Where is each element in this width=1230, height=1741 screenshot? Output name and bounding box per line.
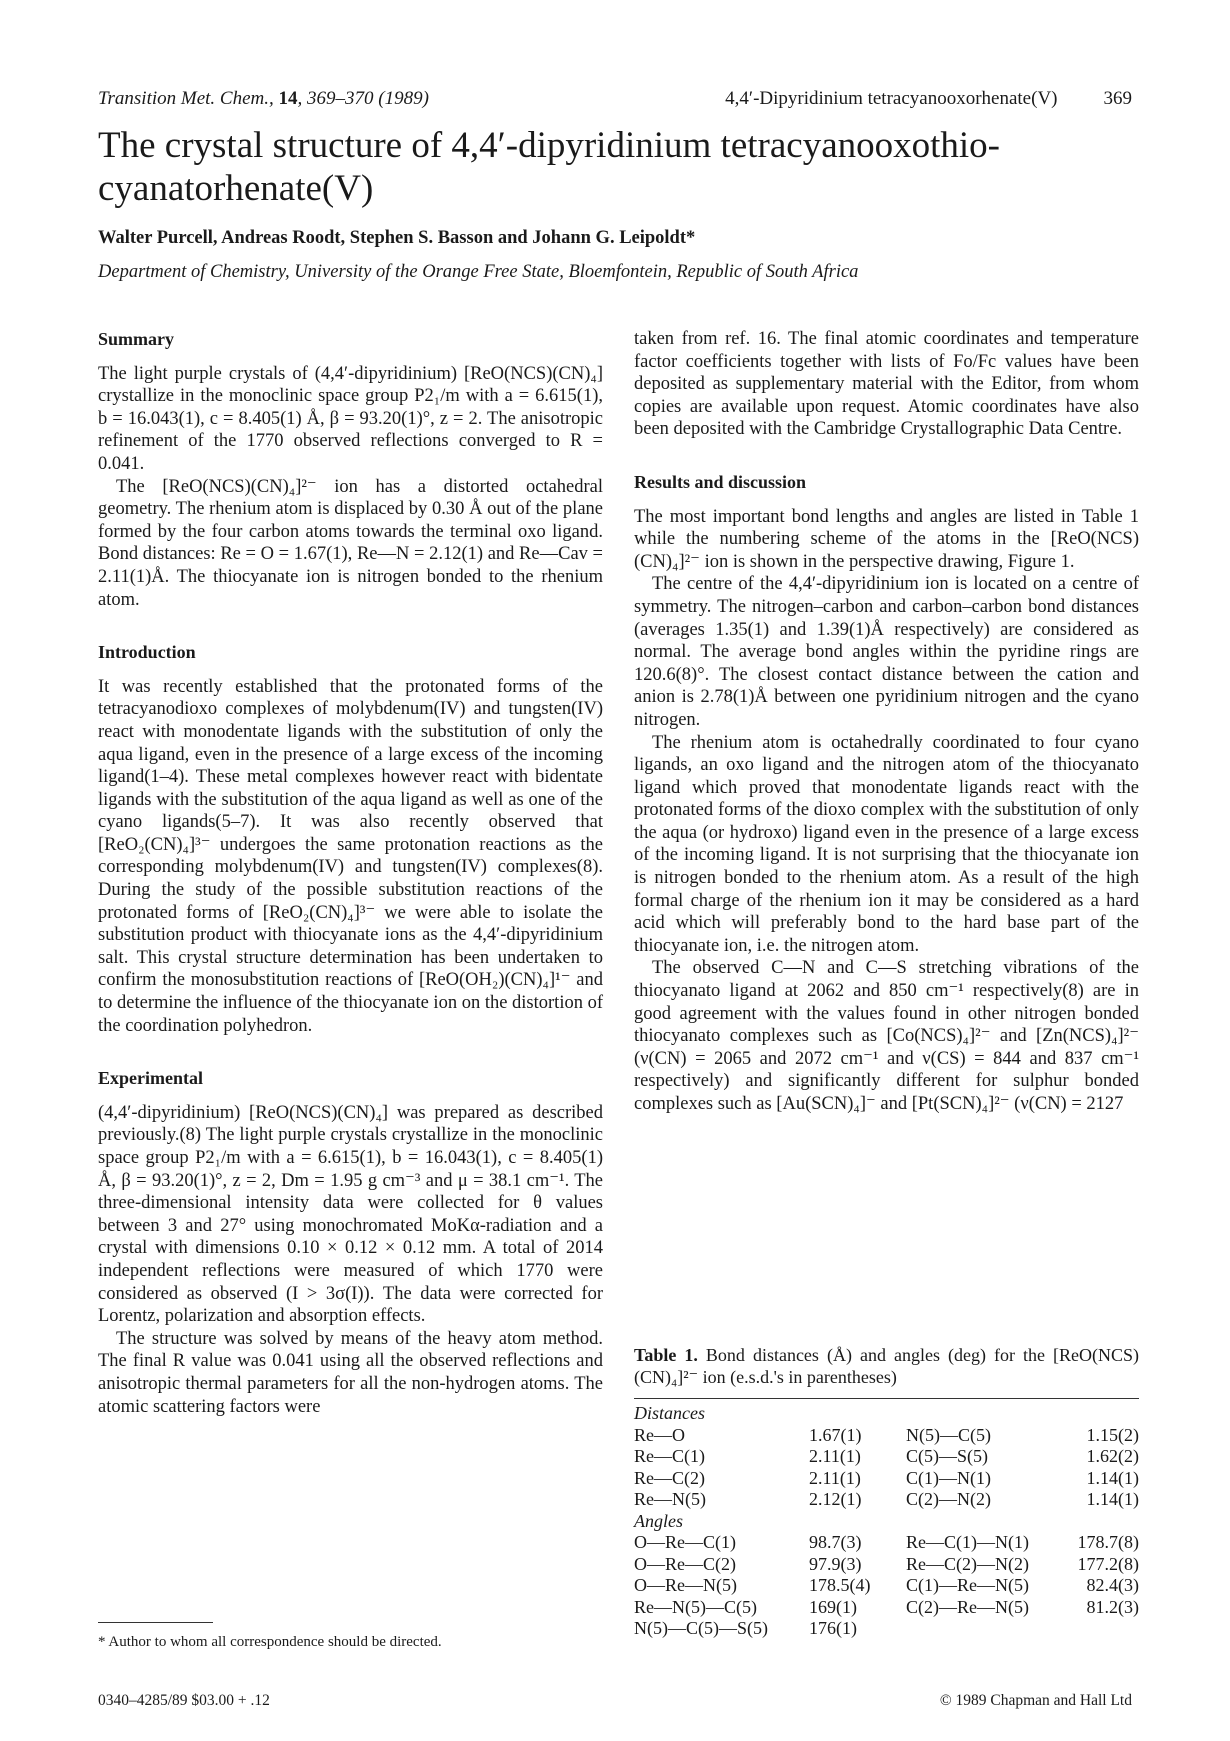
table-cell: 1.14(1) <box>1086 1489 1139 1509</box>
table-cell: 81.2(3) <box>1086 1596 1139 1617</box>
table-cell: 176(1) <box>809 1618 857 1638</box>
table-cell: 1.62(2) <box>1086 1446 1139 1466</box>
experimental-paragraph: The structure was solved by means of the heavy atom method. The final R value was 0.041 using all the observed reflections and anisotropic thermal parameters for all the non-hydrogen atoms. The atomic scattering factors were <box>98 1328 603 1417</box>
table-cell: N(5)—C(5) <box>906 1424 991 1445</box>
table-rule-top <box>634 1398 1139 1399</box>
table-cell: Re—O <box>634 1424 685 1445</box>
table-cell: 2.12(1) <box>809 1489 862 1509</box>
table-row <box>634 1597 1139 1619</box>
affiliation: Department of Chemistry, University of the Orange Free State, Bloemfontein, Republic of South Africa <box>98 262 859 282</box>
left-column <box>98 328 603 1418</box>
table-row <box>634 1554 1139 1576</box>
table-row <box>634 1425 1139 1447</box>
bond-table <box>634 1403 1139 1640</box>
journal-citation: Transition Met. Chem., 14, 369–370 (1989) <box>98 88 429 109</box>
table-row <box>634 1618 1139 1640</box>
article-code: 0340–4285/89 $03.00 + .12 <box>98 1692 270 1709</box>
table-cell: 2.11(1) <box>809 1467 861 1488</box>
page-number: 369 <box>1103 88 1132 109</box>
summary-heading: Summary <box>98 329 174 349</box>
right-column <box>634 328 1139 1116</box>
summary-paragraph: The [ReO(NCS)(CN)₄]²⁻ ion has a distorted octahedral geometry. The rhenium atom is displaced by 0.30 Å out of the plane formed by the four carbon atoms towards the terminal oxo ligand. Bond distances: Re = O = 1.67(1), Re—N = 2.12(1) and Re—Cav = 2.11(1)Å. The thiocyanate ion is nitrogen bonded to the rhenium atom. <box>98 476 603 610</box>
table-cell: C(1)—N(1) <box>906 1467 991 1488</box>
table-row <box>634 1532 1139 1554</box>
table-cell: 178.7(8) <box>1077 1532 1139 1552</box>
results-paragraph: The observed C—N and C—S stretching vibrations of the thiocyanato ligand at 2062 and 850 cm⁻¹ respectively(8) are in good agreement with the values found in other nitrogen bonded thiocyanato complexes such as [Co(NCS)₄]²⁻ and [Zn(NCS)₄]²⁻ (ν(CN) = 2065 and 2072 cm⁻¹ and ν(CS) = 844 and 837 cm⁻¹ respectively) and significantly different for sulphur bonded complexes such as [Au(SCN)₄]⁻ and [Pt(SCN)₄]²⁻ (ν(CN) = 2127 <box>634 958 1139 1114</box>
table-cell: 2.11(1) <box>809 1446 861 1466</box>
results-paragraph: The rhenium atom is octahedrally coordinated to four cyano ligands, an oxo ligand and the nitrogen atom of the thiocyanato ligand which proved that monodentate ligands react with the protonated forms of the dioxo complex with the substitution of only the aqua (or hydroxo) ligand even in the presence of a large excess of the incoming ligand. It is not surprising that the thiocyanate ion is nitrogen bonded to the rhenium atom. As a result of the high formal charge of the rhenium ion it may be considered as a hard acid which will preferably bond to the hard base part of the thiocyanate ion, i.e. the nitrogen atom. <box>634 732 1139 956</box>
table-cell: 1.14(1) <box>1086 1467 1139 1488</box>
table-cell: 82.4(3) <box>1086 1575 1139 1595</box>
results-heading: Results and discussion <box>634 471 807 492</box>
table-row <box>634 1468 1139 1490</box>
table-cell: N(5)—C(5)—S(5) <box>634 1618 768 1638</box>
table-cell: 177.2(8) <box>1077 1553 1139 1574</box>
table-cell: 169(1) <box>809 1596 857 1617</box>
introduction-paragraph: It was recently established that the protonated forms of the tetracyanodioxo complexes of molybdenum(IV) and tungsten(IV) react with monodentate ligands with the substitution of only the aqua ligand, even in the presence of a large excess of the incoming ligand(1–4). These metal complexes however react with bidentate ligands with the substitution of the aqua ligand as well as one of the cyano ligands(5–7). It was also recently observed that [ReO₂(CN)₄]³⁻ undergoes the same protonation reactions as the corresponding molybdenum(IV) and tungsten(IV) complexes(8). During the study of the possible substitution reactions of the protonated forms of [ReO₂(CN)₄]³⁻ we were able to isolate the substitution product with thiocyanate ions as the 4,4′-dipyridinium salt. This crystal structure determination has been undertaken to confirm the monosubstitution reactions of [ReO(OH₂)(CN)₄]¹⁻ and to determine the influence of the thiocyanate ion on the distortion of the coordination polyhedron. <box>98 676 604 1036</box>
table-row <box>634 1446 1139 1468</box>
copyright: © 1989 Chapman and Hall Ltd <box>939 1692 1132 1709</box>
table-cell: Re—N(5) <box>634 1489 706 1509</box>
table-cell: O—Re—N(5) <box>634 1575 737 1595</box>
table-cell: C(5)—S(5) <box>906 1446 988 1466</box>
experimental-heading: Experimental <box>98 1068 203 1089</box>
table-cell: Re—C(2) <box>634 1467 705 1488</box>
running-title: 4,4′-Dipyridinium tetracyanooxorhenate(V) 369 <box>725 88 1132 109</box>
running-head <box>98 88 1132 116</box>
table-cell: 98.7(3) <box>809 1532 862 1552</box>
table-cell: Re—N(5)—C(5) <box>634 1596 757 1617</box>
table-cell: O—Re—C(1) <box>634 1532 736 1552</box>
summary-paragraph: The light purple crystals of (4,4′-dipyridinium) [ReO(NCS)(CN)₄] crystallize in the monoclinic space group P2₁/m with a = 6.615(1), b = 16.043(1), c = 8.405(1) Å, β = 93.20(1)°, z = 2. The anisotropic refinement of the 1770 observed reflections converged to R = 0.041. <box>98 363 603 474</box>
distances-heading: Distances <box>634 1403 705 1423</box>
table-cell: Re—C(1) <box>634 1446 705 1466</box>
table-row <box>634 1489 1139 1511</box>
table-cell: Re—C(1)—N(1) <box>906 1532 1029 1552</box>
experimental-paragraph-continued: taken from ref. 16. The final atomic coordinates and temperature factor coefficients together with lists of Fo/Fc values have been deposited as supplementary material with the Editor, from whom copies are available upon request. Atomic coordinates have also been deposited with the Cambridge Crystallographic Data Centre. <box>634 329 1139 440</box>
table-cell: O—Re—C(2) <box>634 1553 736 1574</box>
table-cell: 97.9(3) <box>809 1553 862 1574</box>
table-cell: 1.67(1) <box>809 1424 862 1445</box>
table-cell: Re—C(2)—N(2) <box>906 1553 1029 1574</box>
table-cell: C(2)—N(2) <box>906 1489 991 1509</box>
footnote: * Author to whom all correspondence should be directed. <box>98 1634 442 1650</box>
table-cell: C(1)—Re—N(5) <box>906 1575 1029 1595</box>
footnote-rule <box>98 1622 213 1623</box>
angles-heading: Angles <box>634 1510 683 1531</box>
introduction-heading: Introduction <box>98 642 196 663</box>
table-row <box>634 1575 1139 1597</box>
results-paragraph: The most important bond lengths and angles are listed in Table 1 while the numbering scheme of the atoms in the [ReO(NCS)(CN)₄]²⁻ ion is shown in the perspective drawing, Figure 1. <box>634 506 1139 572</box>
article-title: The crystal structure of 4,4′-dipyridinium tetracyanooxothio-cyanatorhenate(V) <box>98 125 1001 209</box>
results-paragraph: The centre of the 4,4′-dipyridinium ion is located on a centre of symmetry. The nitrogen–carbon and carbon–carbon bond distances (averages 1.35(1) and 1.39(1)Å respectively) are considered as normal. The average bond angles within the pyridine rings are 120.6(8)°. The closest contact distance between the cation and anion is 2.78(1)Å between one pyridinium nitrogen and the cyano nitrogen. <box>634 574 1139 730</box>
experimental-paragraph: (4,4′-dipyridinium) [ReO(NCS)(CN)₄] was prepared as described previously.(8) The light purple crystals crystallize in the monoclinic space group P2₁/m with a = 6.615(1), b = 16.043(1), c = 8.405(1) Å, β = 93.20(1)°, z = 2, Dm = 1.95 g cm⁻³ and μ = 38.1 cm⁻¹. The three-dimensional intensity data were collected for θ values between 3 and 27° using monochromated MoKα-radiation and a crystal with dimensions 0.10 × 0.12 × 0.12 mm. A total of 2014 independent reflections were measured of which 1770 were considered as observed (I > 3σ(I)). The data were corrected for Lorentz, polarization and absorption effects. <box>98 1102 603 1327</box>
author-list: Walter Purcell, Andreas Roodt, Stephen S. Basson and Johann G. Leipoldt* <box>98 228 696 248</box>
table-cell: 178.5(4) <box>809 1575 871 1595</box>
table-cell: C(2)—Re—N(5) <box>906 1596 1029 1617</box>
table-caption: Table 1. Bond distances (Å) and angles (deg) for the [ReO(NCS)(CN)₄]²⁻ ion (e.s.d.'s in parentheses) <box>634 1345 1140 1387</box>
table-cell: 1.15(2) <box>1086 1424 1139 1445</box>
